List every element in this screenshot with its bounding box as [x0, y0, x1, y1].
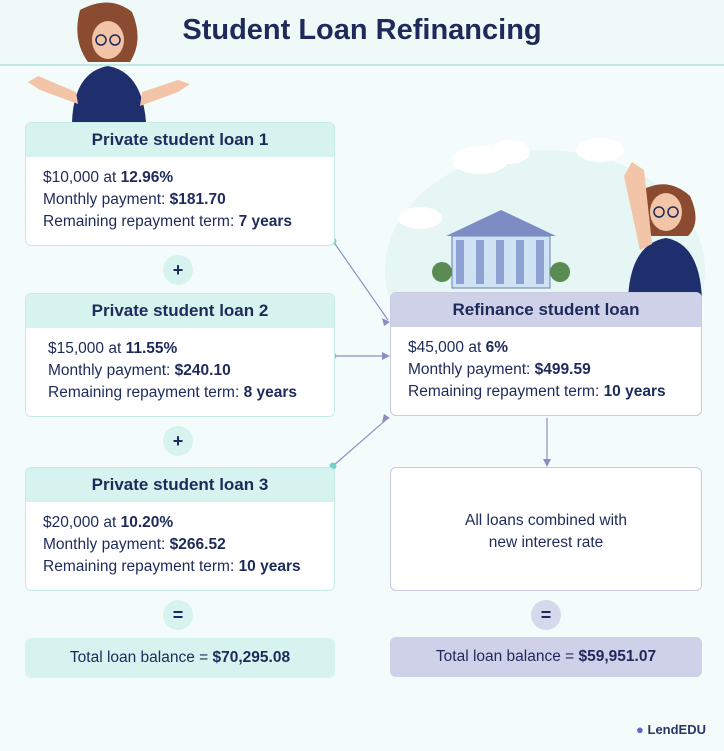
total-value: $70,295.08: [212, 649, 291, 666]
card-body: [26, 502, 334, 588]
rate: 12.96%: [120, 169, 174, 186]
loan-amount-line: [48, 338, 317, 360]
term-label: Remaining repayment term:: [48, 384, 244, 401]
amount: $15,000: [48, 340, 105, 357]
monthly-payment-line: [43, 534, 317, 556]
term-line: [43, 211, 317, 233]
card-body: [26, 157, 334, 243]
total-label: Total loan balance =: [435, 648, 579, 665]
monthly-value: $499.59: [534, 361, 591, 378]
monthly-label: Monthly payment:: [408, 361, 535, 378]
refinance-loan-card: [390, 292, 702, 416]
loan-amount-line: [408, 337, 684, 359]
total-balance-right: [390, 637, 702, 677]
card-heading: Private student loan 3: [26, 468, 334, 502]
lendedu-logo: [636, 722, 706, 737]
card-heading: Private student loan 2: [26, 294, 334, 328]
plus-operator-2: +: [163, 426, 193, 456]
term-line: [43, 556, 317, 578]
term-value: 7 years: [238, 213, 293, 230]
arrowhead-3: [382, 414, 390, 422]
term-value: 10 years: [603, 383, 666, 400]
woman-shrugging-illustration: [28, 2, 190, 122]
monthly-label: Monthly payment:: [43, 536, 170, 553]
term-value: 8 years: [243, 384, 298, 401]
card-heading: Private student loan 1: [26, 123, 334, 157]
monthly-value: $240.10: [174, 362, 231, 379]
card-body: [26, 328, 334, 414]
term-line: [408, 381, 684, 403]
card-heading: Refinance student loan: [391, 293, 701, 327]
equals-operator-left: =: [163, 600, 193, 630]
logo-text: LendEDU: [647, 722, 706, 737]
card-body: [391, 327, 701, 413]
at-text: at: [464, 339, 486, 356]
rate: 11.55%: [125, 340, 178, 357]
monthly-value: $266.52: [169, 536, 226, 553]
at-text: at: [99, 514, 121, 531]
rate: 10.20%: [120, 514, 174, 531]
loan-amount-line: [43, 512, 317, 534]
arrowhead-2: [382, 352, 390, 360]
amount: $20,000: [43, 514, 100, 531]
arrowhead-down: [543, 459, 551, 467]
monthly-payment-line: [408, 359, 684, 381]
term-line: [48, 382, 317, 404]
total-balance-left: [25, 638, 335, 678]
plus-operator-1: +: [163, 255, 193, 285]
term-label: Remaining repayment term:: [43, 213, 239, 230]
combined-note-box: [390, 467, 702, 591]
amount: $45,000: [408, 339, 465, 356]
rate: 6%: [485, 339, 508, 356]
amount: $10,000: [43, 169, 100, 186]
combined-note-line-1: All loans combined with: [465, 512, 627, 529]
monthly-payment-line: [48, 360, 317, 382]
monthly-value: $181.70: [169, 191, 226, 208]
arrowhead-1: [382, 318, 390, 326]
term-value: 10 years: [238, 558, 301, 575]
monthly-label: Monthly payment:: [48, 362, 175, 379]
term-label: Remaining repayment term:: [408, 383, 604, 400]
private-loan-card-3: [25, 467, 335, 591]
loan-amount-line: [43, 167, 317, 189]
page-title: Student Loan Refinancing: [182, 14, 542, 46]
logo-icon: ●: [636, 722, 644, 737]
monthly-label: Monthly payment:: [43, 191, 170, 208]
total-label: Total loan balance =: [69, 649, 213, 666]
monthly-payment-line: [43, 189, 317, 211]
private-loan-card-1: [25, 122, 335, 246]
term-label: Remaining repayment term:: [43, 558, 239, 575]
private-loan-card-2: [25, 293, 335, 417]
at-text: at: [99, 169, 121, 186]
at-text: at: [104, 340, 126, 357]
equals-operator-right: =: [531, 600, 561, 630]
total-value: $59,951.07: [578, 648, 657, 665]
combined-note-line-2: new interest rate: [488, 534, 604, 551]
